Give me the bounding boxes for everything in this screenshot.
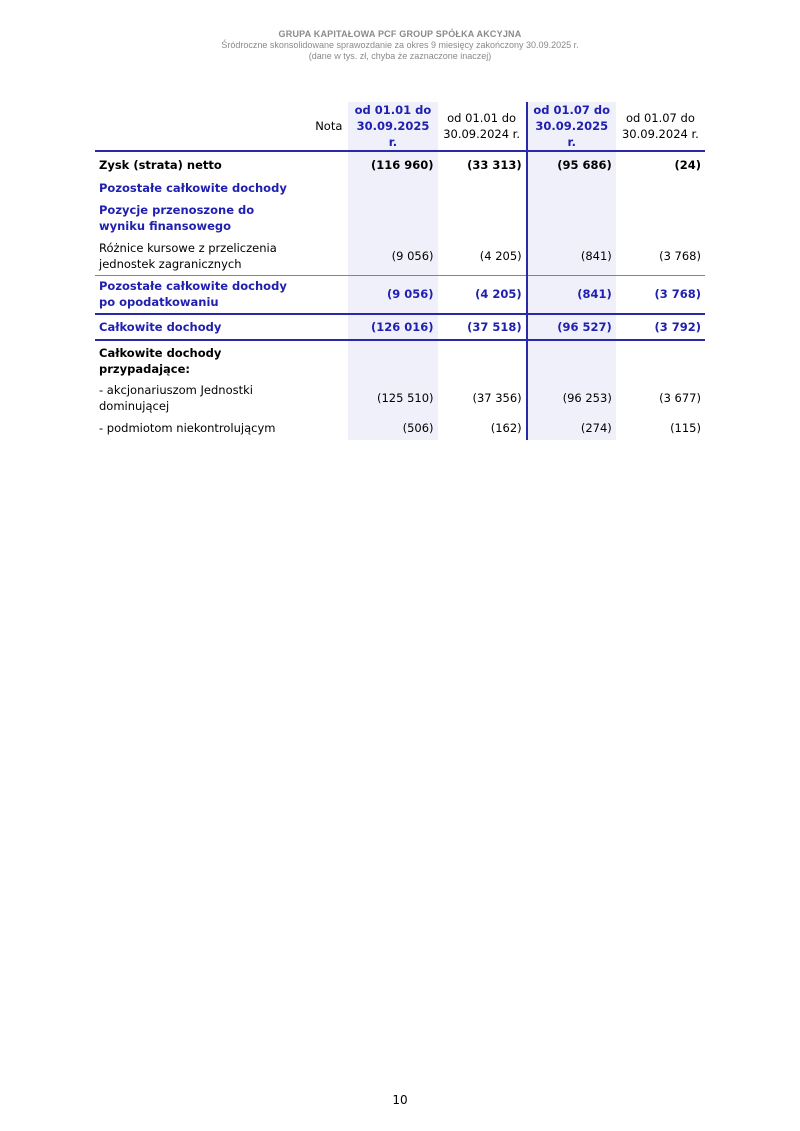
table-row xyxy=(95,416,705,440)
row-label: Całkowite dochody xyxy=(95,314,303,340)
row-label: - akcjonariuszom Jednostki dominującej xyxy=(99,383,253,413)
row-label: Pozycje przenoszone do wyniku finansowego xyxy=(99,203,255,233)
table-row xyxy=(95,314,705,340)
cell-value: (4 205) xyxy=(438,275,527,314)
col-header-nota: Nota xyxy=(303,102,348,151)
row-label: Całkowite dochody przypadające: xyxy=(99,345,222,376)
company-name: GRUPA KAPITAŁOWA PCF GROUP SPÓŁKA AKCYJNA xyxy=(278,29,522,39)
cell-value: (4 205) xyxy=(438,237,527,275)
page-number: 10 xyxy=(392,1093,408,1107)
cell-value: (125 510) xyxy=(348,380,437,416)
cell-value: (841) xyxy=(527,275,616,314)
cell-value: (506) xyxy=(348,416,437,440)
report-subtitle: Śródroczne skonsolidowane sprawozdanie za okres 9 miesięcy zakończony 30.09.2025 r. xyxy=(221,40,579,50)
table-row xyxy=(95,340,705,380)
row-label: - podmiotom niekontrolującym xyxy=(99,421,276,435)
table-row xyxy=(95,237,705,275)
cell-value: (37 518) xyxy=(438,314,527,340)
cell-value: (3 677) xyxy=(659,391,701,405)
cell-value: (9 056) xyxy=(348,237,437,275)
col-header-9m-2024: od 01.01 do 30.09.2024 r. xyxy=(438,102,527,151)
cell-value: (3 768) xyxy=(616,237,705,275)
row-label: Zysk (strata) netto xyxy=(99,157,222,172)
table-row xyxy=(95,199,705,237)
cell-value: (33 313) xyxy=(467,157,522,172)
document-header xyxy=(0,28,800,62)
row-label: Pozostałe całkowite dochody po opodatkowaniu xyxy=(95,275,303,314)
col-header-9m-2025: od 01.01 do 30.09.2025 r. xyxy=(348,102,437,151)
table-row xyxy=(95,380,705,416)
cell-value: (37 356) xyxy=(472,391,522,405)
row-label: Pozostałe całkowite dochody xyxy=(99,181,287,195)
cell-value: (274) xyxy=(527,416,616,440)
cell-value: (162) xyxy=(490,421,522,435)
cell-value: (96 253) xyxy=(527,380,616,416)
cell-value: (126 016) xyxy=(348,314,437,340)
table-row xyxy=(95,177,705,199)
cell-value: (3 792) xyxy=(616,314,705,340)
row-label: Różnice kursowe z przeliczenia jednostek zagranicznych xyxy=(95,237,303,275)
table-row xyxy=(95,275,705,314)
cell-value: (841) xyxy=(527,237,616,275)
cell-value: (9 056) xyxy=(348,275,437,314)
table-row xyxy=(95,151,705,177)
col-header-q3-2025: od 01.07 do 30.09.2025 r. xyxy=(527,102,616,151)
cell-value: (116 960) xyxy=(348,151,437,177)
table-header-row xyxy=(95,102,705,151)
header-empty-cell xyxy=(95,102,303,151)
col-header-q3-2024: od 01.07 do 30.09.2024 r. xyxy=(616,102,705,151)
cell-value: (95 686) xyxy=(527,151,616,177)
cell-value: (96 527) xyxy=(527,314,616,340)
cell-value: (24) xyxy=(674,157,701,172)
units-note: (dane w tys. zł, chyba że zaznaczone inaczej) xyxy=(308,51,492,61)
cell-value: (3 768) xyxy=(616,275,705,314)
cell-value: (115) xyxy=(670,421,701,435)
comprehensive-income-table xyxy=(95,102,705,440)
